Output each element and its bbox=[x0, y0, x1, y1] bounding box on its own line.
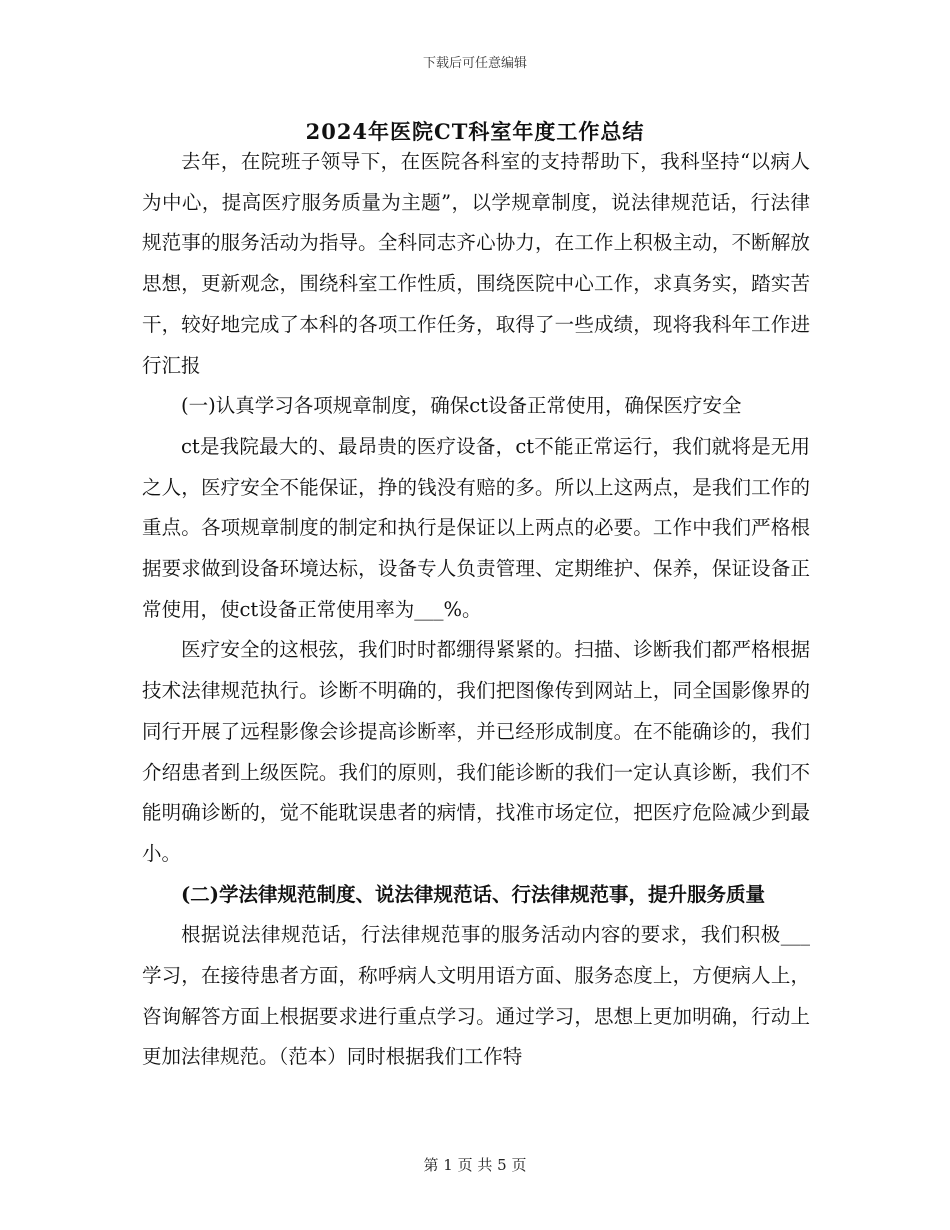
page-number: 第 1 页 共 5 页 bbox=[423, 1156, 527, 1174]
section-heading-2: (二)学法律规范制度、说法律规范话、行法律规范事，提升服务质量 bbox=[181, 882, 765, 906]
document-body bbox=[142, 142, 810, 1078]
page-header-note: 下载后可任意编辑 bbox=[422, 56, 527, 71]
paragraph-service-quality: 根据说法律规范话，行法律规范事的服务活动内容的要求，我们积极___学习，在接待患者方面，称呼病人文明用语方面、服务态度上，方便病人上，咨询解答方面上根据要求进行重点学习。通过学习，思想上更加明确，行动上更加法律规范。（范本）同时根据我们工作特 bbox=[142, 923, 810, 1069]
paragraph-ct-equipment: ct是我院最大的、最昂贵的医疗设备，ct不能正常运行，我们就将是无用之人，医疗安全不能保证，挣的钱没有赔的多。所以上这两点，是我们工作的重点。各项规章制度的制定和执行是保证以上两点的必要。工作中我们严格根据要求做到设备环境达标，设备专人负责管理、定期维护、保养，保证设备正常使用，使ct设备正常使用率为___%。 bbox=[142, 434, 810, 621]
paragraph-intro: 去年，在院班子领导下，在医院各科室的支持帮助下，我科坚持“以病人为中心，提高医疗服务质量为主题”，以学规章制度，说法律规范话，行法律规范事的服务活动为指导。全科同志齐心协力，在工作上积极主动，不断解放思想，更新观念，围绕科室工作性质，围绕医院中心工作，求真务实，踏实苦干，较好地完成了本科的各项工作任务，取得了一些成绩，现将我科年工作进行汇报 bbox=[142, 150, 810, 377]
section-heading-1: (一)认真学习各项规章制度，确保ct设备正常使用，确保医疗安全 bbox=[181, 394, 742, 418]
paragraph-medical-safety: 医疗安全的这根弦，我们时时都绷得紧紧的。扫描、诊断我们都严格根据技术法律规范执行。诊断不明确的，我们把图像传到网站上，同全国影像界的同行开展了远程影像会诊提高诊断率，并已经形成制度。在不能确诊的，我们介绍患者到上级医院。我们的原则，我们能诊断的我们一定认真诊断，我们不能明确诊断的，觉不能耽误患者的病情，找准市场定位，把医疗危险减少到最小。 bbox=[142, 638, 810, 865]
document-title: 2024年医院CT科室年度工作总结 bbox=[305, 119, 645, 144]
